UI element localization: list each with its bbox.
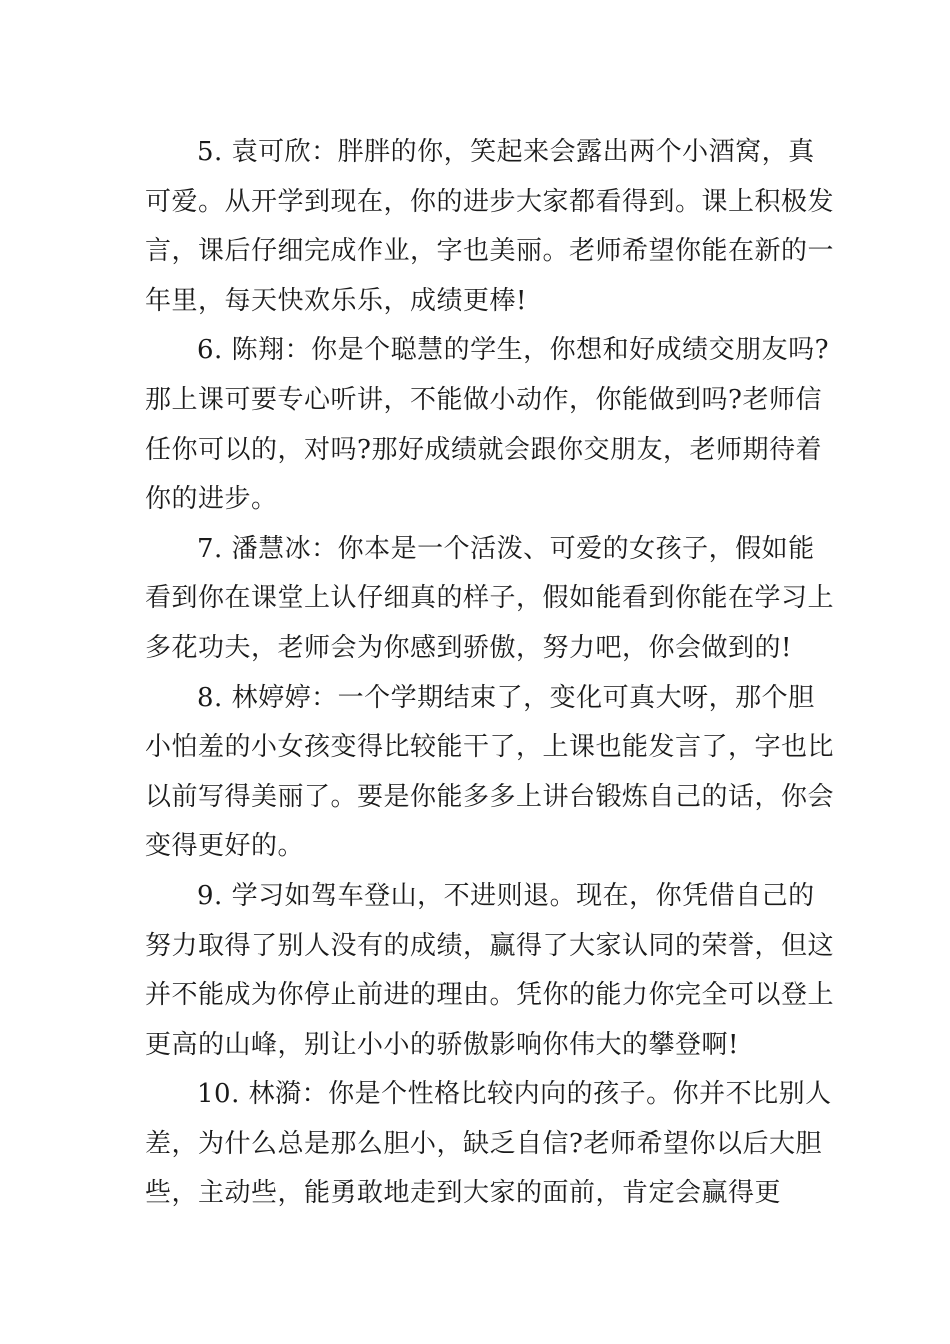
paragraph-comment-10: 10. 林漪：你是个性格比较内向的孩子。你并不比别人差，为什么总是那么胆小，缺乏自信?老师希望你以后大胆些，主动些，能勇敢地走到大家的面前，肯定会赢得更 (145, 1079, 832, 1209)
paragraph-comment-6: 6. 陈翔：你是个聪慧的学生，你想和好成绩交朋友吗?那上课可要专心听讲，不能做小动作，你能做到吗?老师信任你可以的，对吗?那好成绩就会跟你交朋友，老师期待着你的进步。 (145, 335, 830, 515)
document-body (145, 128, 835, 1219)
paragraph-comment-7: 7. 潘慧冰：你本是一个活泼、可爱的女孩子，假如能看到你在课堂上认仔细真的样子，假如能看到你能在学习上多花功夫，老师会为你感到骄傲，努力吧，你会做到的! (145, 533, 835, 663)
paragraph-comment-5: 5. 袁可欣：胖胖的你，笑起来会露出两个小酒窝，真可爱。从开学到现在，你的进步大家都看得到。课上积极发言，课后仔细完成作业，字也美丽。老师希望你能在新的一年里，每天快欢乐乐，成绩更棒! (145, 137, 835, 316)
paragraph-comment-9: 9. 学习如驾车登山，不进则退。现在，你凭借自己的努力取得了别人没有的成绩，赢得了大家认同的荣誉，但这并不能成为你停止前进的理由。凭你的能力你完全可以登上更高的山峰，别让小小的骄傲影响你伟大的攀登啊! (145, 880, 835, 1060)
paragraph-comment-8: 8. 林婷婷：一个学期结束了，变化可真大呀，那个胆小怕羞的小女孩变得比较能干了，上课也能发言了，字也比以前写得美丽了。要是你能多多上讲台锻炼自己的话，你会变得更好的。 (145, 682, 835, 862)
